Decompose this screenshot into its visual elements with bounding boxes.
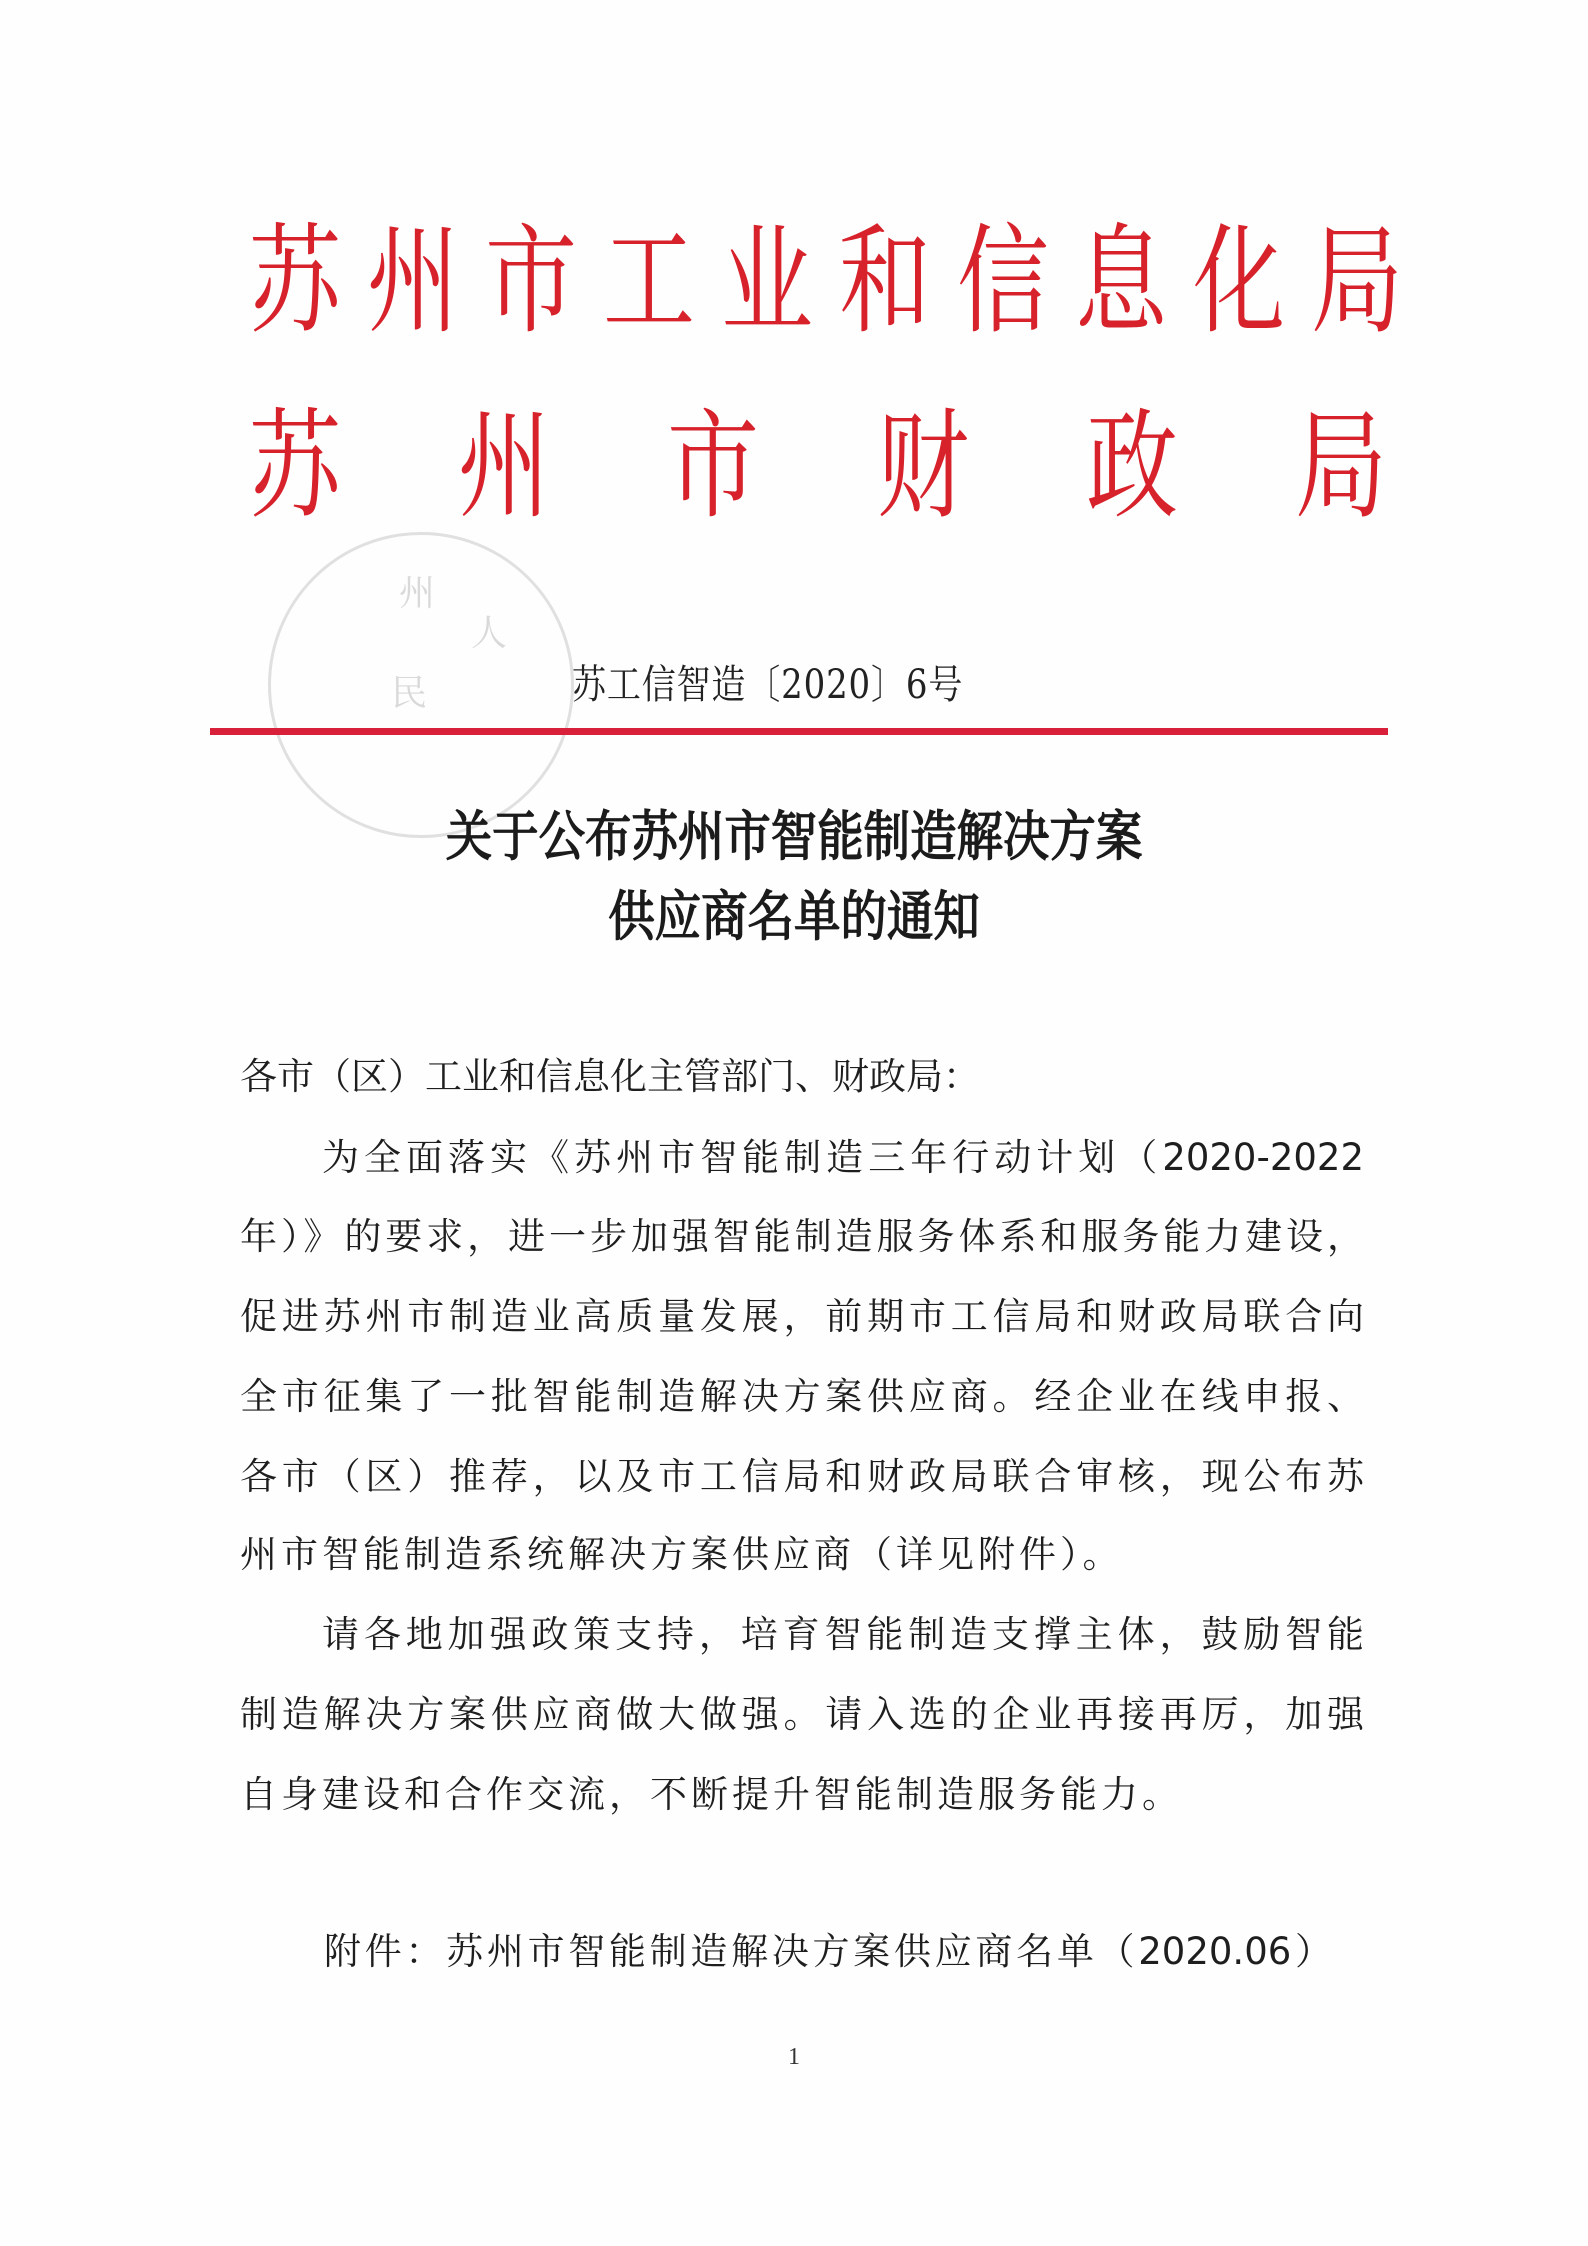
attachment-reference: 附件：苏州市智能制造解决方案供应商名单（2020.06） <box>324 1930 1332 1973</box>
seal-char: 州 <box>399 573 436 614</box>
notice-title-line-1 <box>0 796 1588 876</box>
letterhead-char: 信 <box>957 212 1050 350</box>
letterhead-char: 苏 <box>248 397 342 535</box>
letterhead-char: 化 <box>1193 212 1286 350</box>
document-number <box>572 660 1032 710</box>
letterhead-char: 和 <box>839 212 932 350</box>
letterhead-bureau-industry-it <box>236 212 1404 350</box>
letterhead-char: 财 <box>876 397 969 535</box>
page-number: 1 <box>788 2044 800 2070</box>
letterhead-char: 苏 <box>248 212 342 350</box>
letterhead-char: 息 <box>1075 212 1168 350</box>
paragraph-2-line: 自身建设和合作交流，不断提升智能制造服务能力。 <box>240 1773 1183 1816</box>
seal-char: 人 <box>471 613 508 654</box>
official-seal-stamp <box>268 532 574 838</box>
paragraph-2-line: 制造解决方案供应商做大做强。请入选的企业再接再厉，加强 <box>240 1693 1364 1736</box>
paragraph-1-line: 促进苏州市制造业高质量发展，前期市工信局和财政局联合向 <box>240 1295 1364 1338</box>
letterhead-bureau-finance <box>236 397 1400 535</box>
letterhead-char: 市 <box>485 212 578 350</box>
title-text: 关于公布苏州市智能制造解决方案 <box>445 804 1143 868</box>
paragraph-1-line: 各市（区）推荐，以及市工信局和财政局联合审核，现公布苏 <box>240 1455 1364 1498</box>
letterhead-char: 局 <box>1294 397 1387 535</box>
title-text: 供应商名单的通知 <box>608 884 980 948</box>
letterhead-char: 局 <box>1311 212 1404 350</box>
letterhead-char: 业 <box>721 212 814 350</box>
document-number-text: 苏工信智造〔2020〕6号 <box>572 662 964 708</box>
red-separator-rule <box>210 728 1388 735</box>
letterhead-char: 工 <box>603 212 696 350</box>
seal-char: 民 <box>391 673 428 714</box>
paragraph-1-line: 全市征集了一批智能制造解决方案供应商。经企业在线申报、 <box>240 1375 1364 1418</box>
paragraph-1-line: 为全面落实《苏州市智能制造三年行动计划（2020-2022 <box>322 1136 1364 1179</box>
notice-title-line-2 <box>0 876 1588 956</box>
paragraph-2-line: 请各地加强政策支持，培育智能制造支撑主体，鼓励智能 <box>322 1613 1364 1656</box>
paragraph-1-line: 州市智能制造系统解决方案供应商（详见附件）。 <box>240 1533 1124 1576</box>
paragraph-1-line: 年）》的要求，进一步加强智能制造服务体系和服务能力建设， <box>240 1215 1364 1258</box>
letterhead-char: 市 <box>667 397 760 535</box>
letterhead-char: 政 <box>1085 397 1178 535</box>
letterhead-char: 州 <box>458 397 551 535</box>
letterhead-char: 州 <box>366 212 460 350</box>
salutation: 各市（区）工业和信息化主管部门、财政局： <box>240 1055 980 1098</box>
